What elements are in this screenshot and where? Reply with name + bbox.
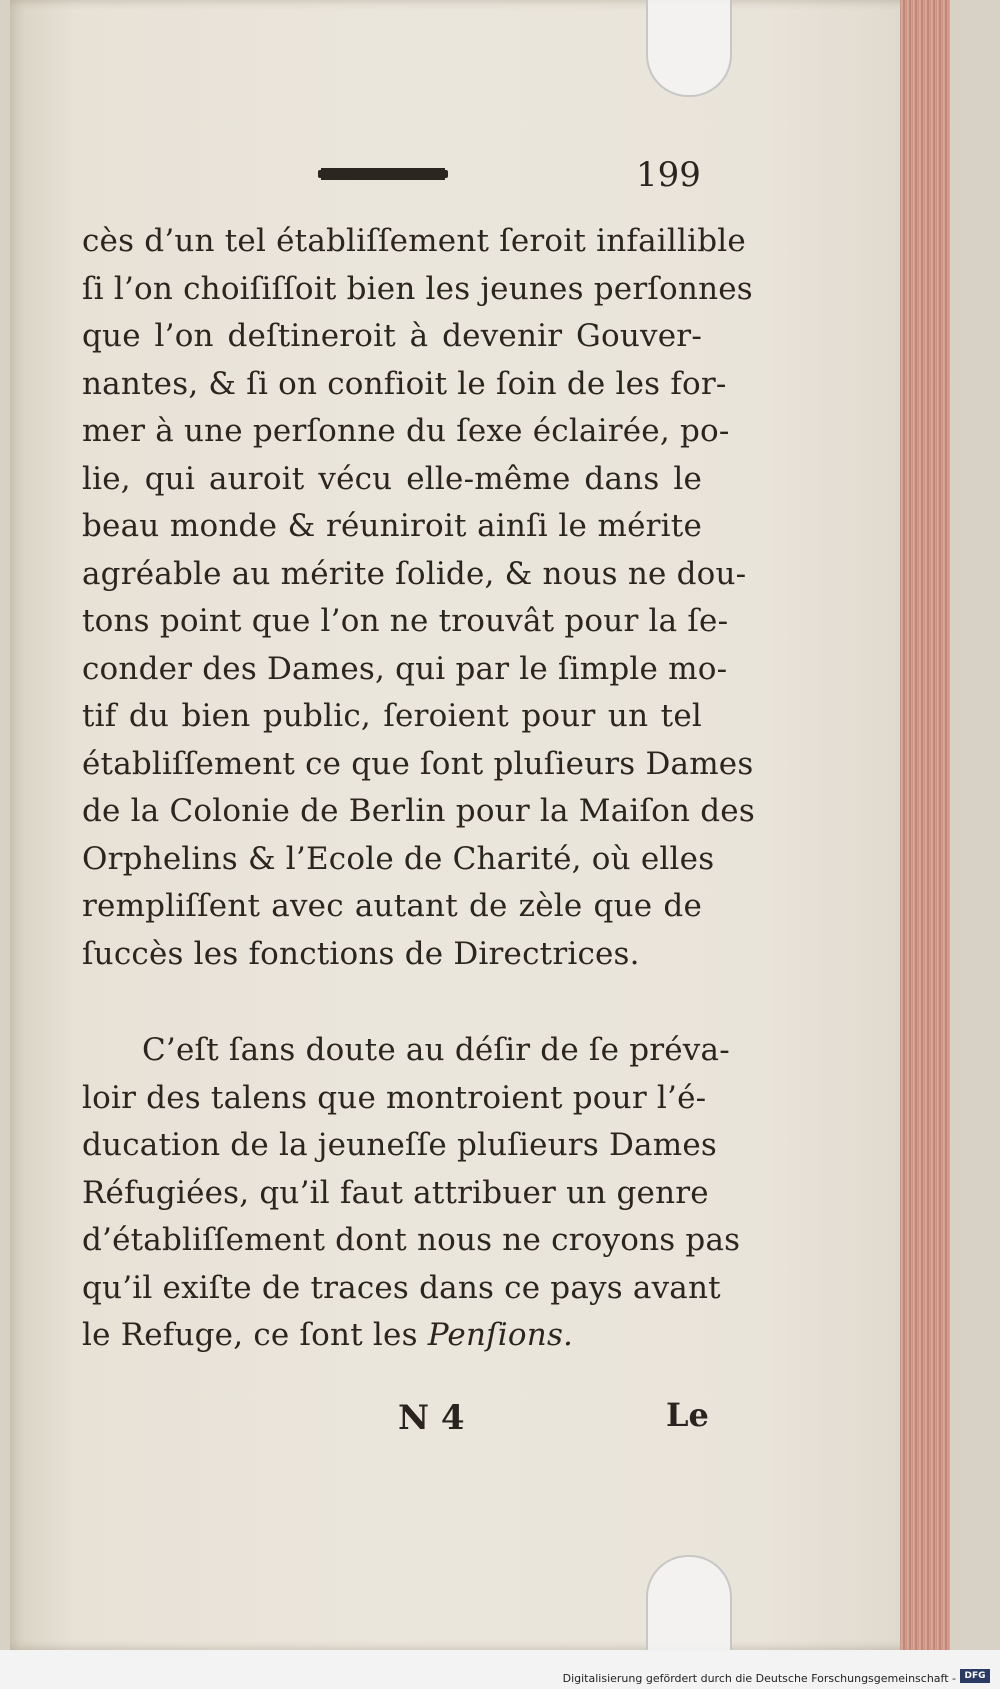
body-text <box>82 218 755 1360</box>
text-line: loir des talens que montroient pour l’é- <box>82 1079 707 1116</box>
page-clip-top <box>646 0 732 97</box>
text-line: cès d’un tel établiſſement ſeroit infaillible <box>82 223 746 259</box>
text-line-final <box>82 1312 702 1360</box>
text-line: C’eſt ſans doute au déſir de ſe préva- <box>142 1032 730 1068</box>
text-line: tons point que l’on ne trouvât pour la ſe- <box>82 603 729 639</box>
page-edges <box>900 0 950 1650</box>
text-line: beau monde & réuniroit ainſi le mérite <box>82 508 702 544</box>
text-line: que l’on deſtineroit à devenir Gouver- <box>82 318 702 354</box>
text-line: Réfugiées, qu’il faut attribuer un genre <box>82 1174 709 1211</box>
text-line: lie, qui auroit vécu elle-même dans le <box>82 460 702 497</box>
text-line: ſuccès les fonctions de Directrices. <box>82 935 640 972</box>
text-line: de la Colonie de Berlin pour la Maiſon des <box>82 793 755 829</box>
text-line: conder des Dames, qui par le ſimple mo- <box>82 650 728 687</box>
catchword: Le <box>666 1396 709 1434</box>
dfg-logo-icon: DFG <box>960 1669 990 1683</box>
header-ornament-rule <box>318 170 448 178</box>
text-line: d’établiſſement dont nous ne croyons pas <box>82 1222 741 1258</box>
text-line: établiſſement ce que ſont pluſieurs Dames <box>82 745 754 782</box>
paragraph-2 <box>82 1027 741 1360</box>
page-clip-bottom <box>646 1555 732 1652</box>
printer-signature-mark: N 4 <box>398 1398 465 1438</box>
text-line: tif du bien public, ſeroient pour un tel <box>82 698 702 734</box>
italic-term: Penſions. <box>427 1317 574 1353</box>
text-line: nantes, & ſi on confioit le ſoin de les for- <box>82 365 727 402</box>
text-line: Orphelins & l’Ecole de Charité, où elles <box>82 840 715 877</box>
text-line: mer à une perſonne du ſexe éclairée, po- <box>82 413 730 449</box>
digitization-credit: Digitalisierung gefördert durch die Deutsche Forschungsgemeinschaft - <box>562 1672 956 1685</box>
paragraph-gap <box>82 978 702 1027</box>
text-segment: le Refuge, ce ſont les <box>82 1317 418 1353</box>
page-number: 199 <box>636 155 701 195</box>
text-line: agréable au mérite ſolide, & nous ne dou- <box>82 555 747 592</box>
text-line: ſi l’on choiſiſſoit bien les jeunes perſonnes <box>82 270 753 307</box>
paragraph-1 <box>82 218 755 978</box>
text-line: rempliſſent avec autant de zèle que de <box>82 888 702 924</box>
text-line: qu’il exiſte de traces dans ce pays avant <box>82 1269 721 1306</box>
text-line: ducation de la jeuneſſe pluſieurs Dames <box>82 1127 717 1163</box>
